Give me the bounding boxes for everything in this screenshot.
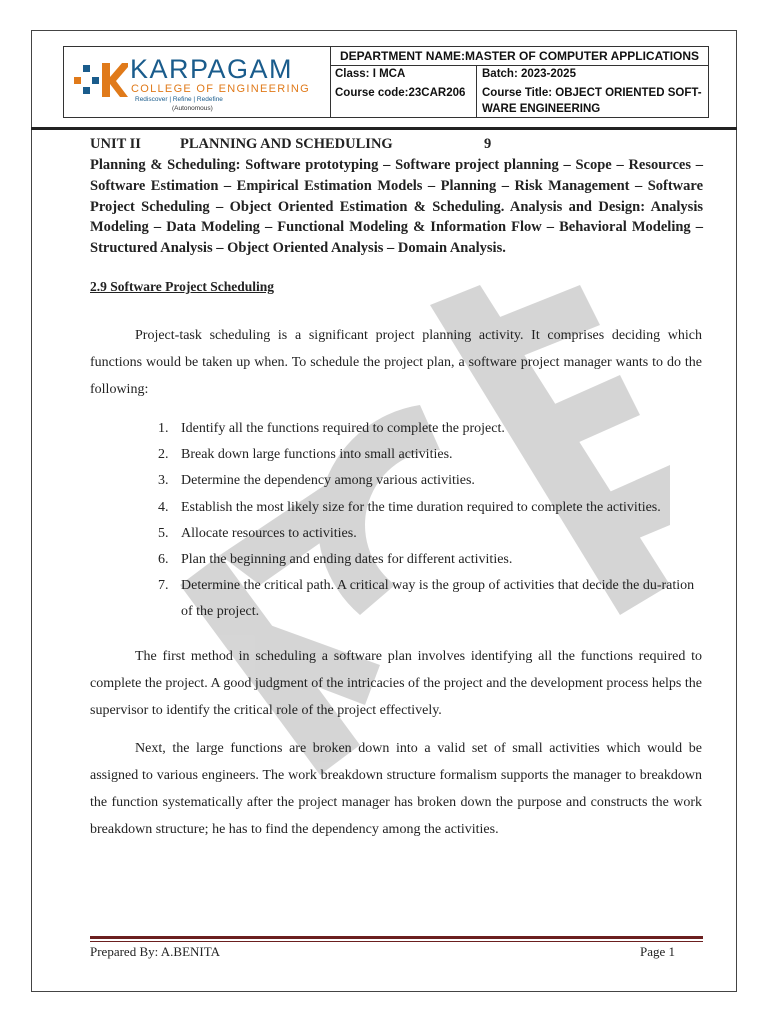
unit-title: PLANNING AND SCHEDULING (180, 136, 393, 152)
college-logo (64, 47, 331, 117)
list-item: 2. Break down large functions into small activities. (158, 447, 453, 463)
unit-number: UNIT II (90, 136, 141, 152)
course-code: Course code:23CAR206 (331, 83, 477, 117)
header-divider (31, 127, 737, 130)
karpagam-k-logo-icon (72, 57, 128, 103)
unit-hours: 9 (484, 136, 492, 152)
logo-name: KARPAGAM (130, 54, 294, 84)
logo-subtitle: COLLEGE OF ENGINEERING (131, 83, 310, 95)
department-name: DEPARTMENT NAME:MASTER OF COMPUTER APPLICATIONS (331, 47, 708, 66)
logo-tagline: Rediscover | Refine | Redefine (135, 96, 223, 103)
list-item: 6. Plan the beginning and ending dates for different activities. (158, 552, 513, 568)
prepared-by: Prepared By: A.BENITA (90, 944, 221, 959)
syllabus-text: Planning & Scheduling: Software prototyping – Software project planning – Scope – Resources – Software Estimation – Empirical Estimation Models – Planning – Risk Management – Software Project Scheduling – Object Oriented Estimation & Scheduling. Analysis and Design: Analysis Modeling – Data Modeling – Functional Modeling & Information Flow – Behavioral Modeling – Structured Analysis – Object Oriented Analysis – Domain Analysis. (90, 157, 703, 257)
page-number: Page 1 (640, 944, 676, 959)
intro-paragraph: Project-task scheduling is a significant project planning activity. It comprises deciding which functions would be taken up when. To schedule the project plan, a software project manager wants to do the following: (90, 328, 702, 397)
batch-label: Batch: 2023-2025 (482, 68, 576, 80)
logo-status: (Autonomous) (172, 105, 213, 112)
list-item: 1. Identify all the functions required to complete the project. (158, 421, 505, 436)
body-paragraph: Next, the large functions are broken down into a valid set of small activities which would be assigned to various engineers. The work breakdown structure formalism supports the manager to breakdown the function systematically after the project manager has broken down the purpose and constructs the work breakdown structure; he has to find the dependency among the activities. (90, 741, 702, 837)
class-label: Class: I MCA (331, 66, 477, 83)
footer-rule-thin (90, 941, 703, 942)
header-table (63, 46, 709, 118)
list-item: 4. Establish the most likely size for the time duration required to complete the activities. (158, 499, 661, 515)
list-item: 5. Allocate resources to activities. (158, 525, 357, 541)
section-heading: 2.9 Software Project Scheduling (90, 279, 274, 294)
body-paragraph: The first method in scheduling a software plan involves identifying all the functions required to complete the project. A good judgment of the intricacies of the project and the development process helps the supervisor to identify the critical role of the project effectively. (90, 649, 702, 718)
list-item: 3. Determine the dependency among various activities. (158, 473, 475, 489)
footer-rule (90, 936, 703, 939)
list-item: 7. Determine the critical path. A critical way is the group of activities that decide the du-ration of the project. (158, 578, 695, 620)
course-title: Course Title: OBJECT ORIENTED SOFT-WARE ENGINEERING (482, 87, 702, 115)
steps-list (150, 416, 702, 626)
